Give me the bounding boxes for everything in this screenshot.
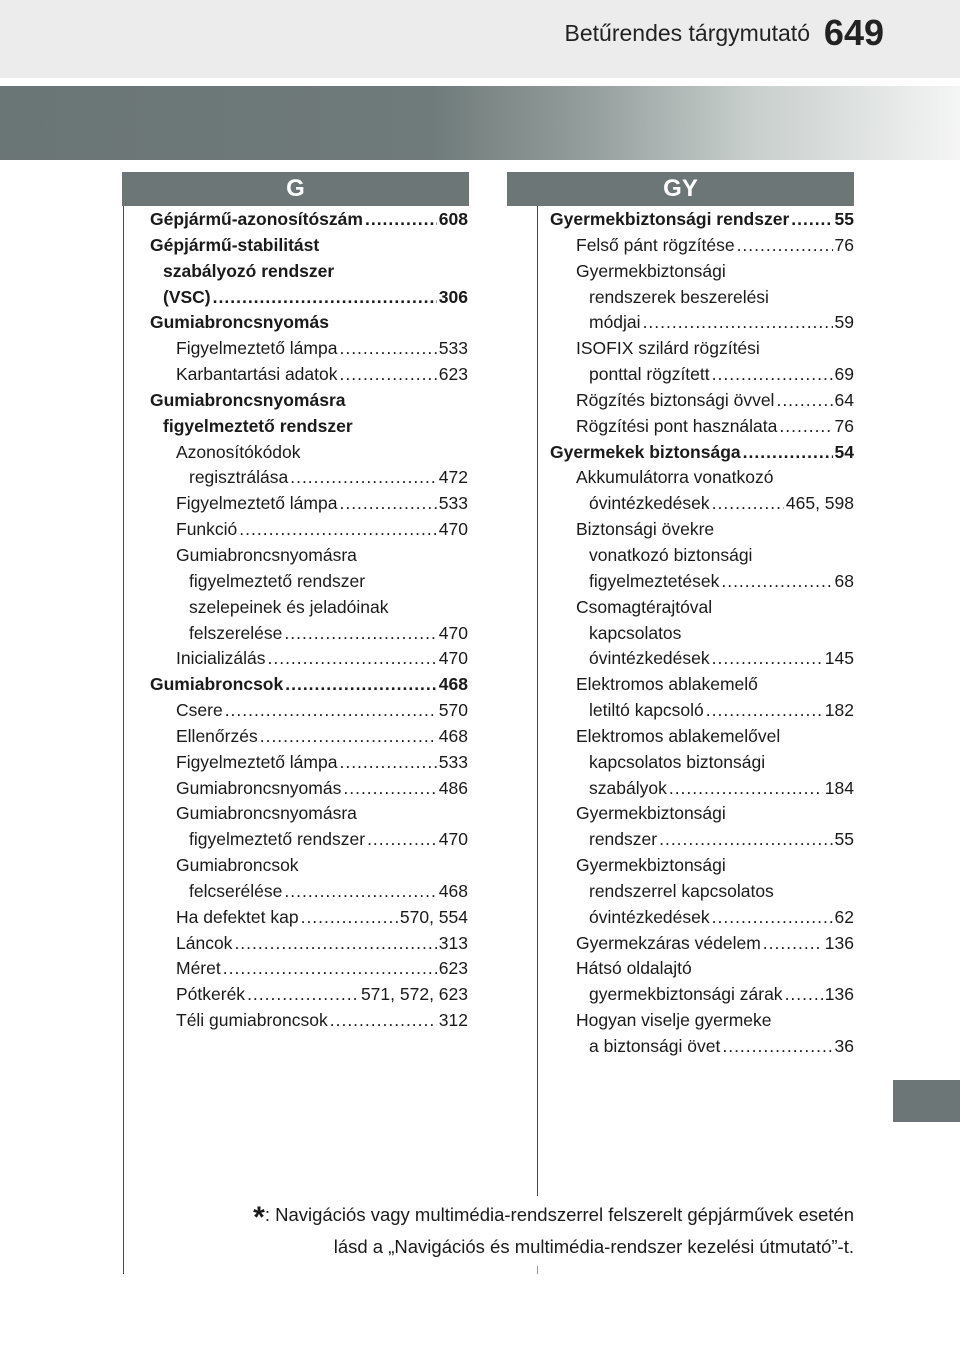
- page-header-bar: [0, 0, 960, 78]
- index-entry-label: Méret: [176, 958, 221, 979]
- index-entry-line: [576, 336, 854, 362]
- index-entry-pages: 472: [438, 467, 468, 488]
- index-entry-label: Gyermekek biztonsága: [550, 441, 741, 462]
- index-entry-pages: 55: [834, 829, 854, 850]
- index-entry-pages: 306: [438, 286, 468, 307]
- index-entry: [150, 853, 468, 905]
- index-entry: [150, 801, 468, 853]
- index-entry-line: [576, 853, 854, 879]
- index-entry-pages: 145: [824, 648, 854, 669]
- index-entry: [550, 1008, 854, 1060]
- index-entry-line: [576, 233, 854, 259]
- dot-leader: [339, 750, 436, 776]
- dot-leader: [712, 491, 784, 517]
- index-entry-pages: 36: [834, 1036, 854, 1056]
- dot-leader: [367, 827, 437, 853]
- index-entry-line: [176, 569, 468, 595]
- index-entry-label: Gumiabroncsnyomásra: [176, 803, 357, 824]
- dot-leader: [290, 465, 437, 491]
- index-entry-pages: 486: [438, 777, 468, 798]
- index-entry-label: Gyermekzáras védelem: [576, 932, 761, 953]
- index-entry-pages: 468: [438, 674, 468, 695]
- section-title: Betűrendes tárgymutató: [564, 20, 810, 46]
- index-entry-pages: 313: [438, 932, 468, 953]
- index-entry-line: [576, 776, 854, 802]
- index-entry-line: [176, 827, 468, 853]
- index-entry: [550, 259, 854, 337]
- index-entry: [550, 931, 854, 957]
- index-entry-label: figyelmeztető rendszer: [189, 570, 366, 591]
- index-entry: [550, 595, 854, 673]
- index-entry: [150, 646, 468, 672]
- index-entry-label: Hátsó oldalajtó: [576, 958, 692, 979]
- index-entry-line: [176, 336, 468, 362]
- index-entry-pages: 76: [834, 415, 854, 436]
- index-entry-label: Akkumulátorra vonatkozó: [576, 467, 774, 488]
- index-entry-line: [176, 517, 468, 543]
- page-number: 649: [823, 12, 884, 53]
- index-entry-label: felszerelése: [189, 622, 283, 643]
- dot-leader: [284, 621, 436, 647]
- footnote-star: *: [253, 1201, 265, 1234]
- index-entry: [150, 207, 468, 233]
- dot-leader: [301, 905, 398, 931]
- footnote: [154, 1200, 854, 1261]
- index-entry-pages: 470: [438, 622, 468, 643]
- dot-leader: [763, 931, 823, 957]
- index-entry-label: Funkció: [176, 519, 238, 540]
- index-entry-pages: 623: [438, 958, 468, 979]
- index-entry-line: [576, 388, 854, 414]
- index-entry-label: Figyelmeztető lámpa: [176, 493, 338, 514]
- index-column-g: [150, 207, 468, 1034]
- index-entry-pages: 533: [438, 751, 468, 772]
- index-entry-label: Gumiabroncsnyomásra: [176, 544, 357, 565]
- index-entry-label: rendszer: [589, 829, 658, 850]
- index-entry: [150, 905, 468, 931]
- dot-leader: [779, 414, 832, 440]
- index-entry-label: (VSC): [163, 286, 211, 307]
- index-entry-line: [176, 698, 468, 724]
- dot-leader: [721, 569, 832, 595]
- index-entry: [550, 414, 854, 440]
- column-header-gy: GY: [507, 172, 854, 206]
- index-entry-label: Gumiabroncsnyomás: [150, 312, 329, 333]
- index-entry-line: [576, 362, 854, 388]
- dot-leader: [669, 776, 823, 802]
- dot-leader: [737, 233, 833, 259]
- index-entry-pages: 184: [824, 777, 854, 798]
- index-entry-line: [576, 414, 854, 440]
- index-entry-pages: 55: [834, 209, 854, 229]
- index-entry-label: Csomagtérajtóval: [576, 596, 713, 617]
- index-entry: [550, 956, 854, 1008]
- index-entry-line: [576, 595, 854, 621]
- dot-leader: [330, 1008, 437, 1034]
- index-entry-pages: 570: [438, 700, 468, 721]
- index-entry-label: kapcsolatos: [589, 622, 682, 643]
- footnote-text-1: : Navigációs vagy multimédia-rendszerrel felszerelt gépjárművek esetén: [264, 1204, 854, 1225]
- index-entry-pages: 465, 598: [785, 493, 854, 514]
- index-entry-label: figyelmeztető rendszer: [163, 415, 353, 436]
- dot-leader: [260, 724, 437, 750]
- header-banner: [0, 86, 960, 160]
- index-entry-pages: 312: [438, 1010, 468, 1031]
- index-entry-label: figyelmeztető rendszer: [189, 829, 366, 850]
- index-entry-line: [576, 931, 854, 957]
- index-entry: [150, 672, 468, 698]
- left-margin-rule: [123, 206, 124, 1274]
- index-entry-line: [576, 827, 854, 853]
- index-entry-line: [176, 621, 468, 647]
- dot-leader: [284, 879, 436, 905]
- index-entry-line: [150, 388, 468, 414]
- index-entry-pages: 182: [824, 700, 854, 721]
- index-entry-line: [176, 465, 468, 491]
- index-entry-label: Elektromos ablakemelővel: [576, 725, 781, 746]
- index-entry: [150, 750, 468, 776]
- index-entry-line: [576, 517, 854, 543]
- index-entry-label: rendszerrel kapcsolatos: [589, 880, 774, 901]
- index-entry-pages: 570, 554: [399, 906, 468, 927]
- index-entry: [550, 801, 854, 853]
- index-entry: [550, 853, 854, 931]
- index-entry-line: [176, 750, 468, 776]
- index-entry-line: [576, 672, 854, 698]
- index-entry-line: [576, 1034, 854, 1060]
- index-entry-label: Hogyan viselje gyermeke: [576, 1010, 772, 1031]
- index-entry-pages: 468: [438, 880, 468, 901]
- index-entry-line: [576, 982, 854, 1008]
- index-entry-line: [150, 285, 468, 311]
- index-entry-line: [576, 259, 854, 285]
- dot-leader: [659, 827, 832, 853]
- index-entry-label: ponttal rögzített: [589, 364, 710, 385]
- index-entry-line: [576, 646, 854, 672]
- index-entry-line: [176, 724, 468, 750]
- dot-leader: [247, 982, 359, 1008]
- index-entry-label: szabályok: [589, 777, 667, 798]
- index-entry-pages: 470: [438, 829, 468, 850]
- dot-leader: [776, 388, 832, 414]
- index-entry-label: Ellenőrzés: [176, 725, 258, 746]
- dot-leader: [213, 285, 437, 311]
- index-entry-pages: 59: [834, 312, 854, 333]
- index-entry-label: Karbantartási adatok: [176, 364, 338, 385]
- index-entry-label: figyelmeztetések: [589, 570, 720, 591]
- index-entry-label: Figyelmeztető lámpa: [176, 338, 338, 359]
- index-entry-line: [550, 440, 854, 466]
- index-entry-pages: 623: [438, 364, 468, 385]
- index-entry: [150, 776, 468, 802]
- index-entry-line: [176, 440, 468, 466]
- index-entry-label: óvintézkedések: [589, 648, 710, 669]
- index-entry-line: [176, 956, 468, 982]
- dot-leader: [340, 362, 437, 388]
- index-entry-line: [176, 879, 468, 905]
- dot-leader: [285, 672, 437, 698]
- index-entry-line: [176, 982, 468, 1008]
- dot-leader: [706, 698, 823, 724]
- dot-leader: [343, 776, 436, 802]
- index-entry: [550, 465, 854, 517]
- index-entry-label: Gumiabroncsnyomásra: [150, 389, 346, 410]
- index-entry-line: [550, 207, 854, 233]
- dot-leader: [712, 362, 833, 388]
- index-entry-pages: 136: [824, 932, 854, 953]
- dot-leader: [743, 440, 833, 466]
- index-entry: [150, 233, 468, 311]
- index-entry-pages: 533: [438, 493, 468, 514]
- index-entry-line: [176, 543, 468, 569]
- index-entry-label: Ha defektet kap: [176, 906, 299, 927]
- index-entry-line: [150, 233, 468, 259]
- index-entry-line: [576, 801, 854, 827]
- index-column-gy: [550, 207, 854, 1060]
- index-entry-pages: 136: [824, 984, 854, 1005]
- index-entry-line: [576, 285, 854, 311]
- dot-leader: [785, 982, 823, 1008]
- index-entry-label: szelepeinek és jeladóinak: [189, 596, 389, 617]
- dot-leader: [712, 646, 823, 672]
- dot-leader: [223, 956, 437, 982]
- index-entry-label: regisztrálása: [189, 467, 289, 488]
- index-entry-label: Elektromos ablakemelő: [576, 674, 758, 695]
- index-entry-pages: 62: [834, 906, 854, 927]
- index-entry: [150, 388, 468, 440]
- index-entry-line: [576, 879, 854, 905]
- index-entry-label: a biztonsági övet: [589, 1036, 721, 1056]
- index-entry: [150, 1008, 468, 1034]
- dot-leader: [339, 336, 436, 362]
- index-entry-line: [150, 207, 468, 233]
- index-entry-label: Gumiabroncsok: [150, 674, 284, 695]
- index-entry-label: Gyermekbiztonsági rendszer: [550, 209, 790, 229]
- index-entry-label: Gépjármű-azonosítószám: [150, 209, 363, 229]
- chapter-side-tab: [893, 1080, 960, 1122]
- index-entry: [550, 388, 854, 414]
- index-entry: [550, 336, 854, 388]
- index-entry-line: [576, 724, 854, 750]
- index-entry-label: Téli gumiabroncsok: [176, 1010, 328, 1031]
- index-entry-line: [576, 310, 854, 336]
- index-entry-label: kapcsolatos biztonsági: [589, 751, 766, 772]
- index-entry-pages: 608: [438, 209, 468, 229]
- index-entry-line: [576, 621, 854, 647]
- index-entry-line: [176, 853, 468, 879]
- index-entry-label: Pótkerék: [176, 984, 246, 1005]
- dot-leader: [339, 491, 436, 517]
- index-entry-pages: 468: [438, 725, 468, 746]
- index-entry-label: Gyermekbiztonsági: [576, 855, 726, 876]
- index-entry-label: szabályozó rendszer: [163, 260, 335, 281]
- index-entry-pages: 533: [438, 338, 468, 359]
- index-entry-label: Biztonsági övekre: [576, 519, 715, 540]
- dot-leader: [643, 310, 833, 336]
- dot-leader: [722, 1034, 832, 1060]
- index-entry: [550, 672, 854, 724]
- index-entry-label: Gyermekbiztonsági: [576, 803, 726, 824]
- index-entry-line: [576, 491, 854, 517]
- index-entry-line: [176, 362, 468, 388]
- index-entry-label: óvintézkedések: [589, 906, 710, 927]
- index-entry-label: Gumiabroncsok: [176, 855, 299, 876]
- dot-leader: [225, 698, 437, 724]
- index-entry-line: [576, 1008, 854, 1034]
- index-entry-line: [576, 956, 854, 982]
- index-entry-line: [176, 1008, 468, 1034]
- index-entry: [550, 207, 854, 233]
- dot-leader: [365, 207, 437, 233]
- index-entry-pages: 69: [834, 364, 854, 385]
- index-entry-label: óvintézkedések: [589, 493, 710, 514]
- index-entry: [150, 931, 468, 957]
- index-entry-pages: 64: [834, 389, 854, 410]
- index-entry-label: Gyermekbiztonsági: [576, 260, 726, 281]
- dot-leader: [267, 646, 436, 672]
- index-entry: [150, 956, 468, 982]
- index-entry-line: [176, 646, 468, 672]
- index-entry-label: felcserélése: [189, 880, 283, 901]
- index-entry-label: Rögzítés biztonsági övvel: [576, 389, 775, 410]
- index-entry-line: [576, 465, 854, 491]
- index-entry-label: Csere: [176, 700, 223, 721]
- column-header-g: G: [122, 172, 469, 206]
- index-entry-line: [576, 905, 854, 931]
- index-entry-line: [176, 931, 468, 957]
- index-entry-line: [150, 310, 468, 336]
- dot-leader: [239, 517, 437, 543]
- index-entry: [150, 440, 468, 492]
- index-entry-line: [176, 801, 468, 827]
- index-entry-line: [176, 491, 468, 517]
- index-entry-line: [576, 750, 854, 776]
- index-entry-pages: 571, 572, 623: [360, 984, 468, 1005]
- index-entry-line: [176, 905, 468, 931]
- index-entry-line: [150, 672, 468, 698]
- index-entry-line: [150, 259, 468, 285]
- index-entry-label: Gépjármű-stabilitást: [150, 234, 320, 255]
- dot-leader: [234, 931, 436, 957]
- index-entry-label: Inicializálás: [176, 648, 266, 669]
- index-entry-line: [576, 543, 854, 569]
- footnote-line-2: lásd a „Navigációs és multimédia-rendszer kezelési útmutató”-t.: [333, 1236, 854, 1257]
- index-entry: [150, 310, 468, 336]
- index-entry: [150, 491, 468, 517]
- index-entry-label: gyermekbiztonsági zárak: [589, 984, 783, 1005]
- index-entry: [550, 440, 854, 466]
- index-entry-pages: 470: [438, 648, 468, 669]
- index-entry-line: [176, 595, 468, 621]
- index-entry: [150, 698, 468, 724]
- column-divider: [537, 206, 538, 1196]
- index-entry-label: Felső pánt rögzítése: [576, 234, 735, 255]
- index-entry: [150, 724, 468, 750]
- index-entry-label: Rögzítési pont használata: [576, 415, 778, 436]
- index-entry: [150, 517, 468, 543]
- index-entry-label: Azonosítókódok: [176, 441, 301, 462]
- index-entry-label: letiltó kapcsoló: [589, 700, 704, 721]
- index-entry-label: vonatkozó biztonsági: [589, 544, 753, 565]
- dot-leader: [791, 207, 832, 233]
- index-entry-pages: 68: [834, 570, 854, 591]
- index-entry-label: Láncok: [176, 932, 233, 953]
- index-entry-label: ISOFIX szilárd rögzítési: [576, 338, 760, 359]
- index-entry: [550, 517, 854, 595]
- index-entry-label: rendszerek beszerelési: [589, 286, 769, 307]
- index-entry-label: Figyelmeztető lámpa: [176, 751, 338, 772]
- index-entry: [550, 233, 854, 259]
- index-entry: [150, 543, 468, 646]
- index-entry: [150, 336, 468, 362]
- index-entry-line: [176, 776, 468, 802]
- column-divider-tick: [537, 1266, 538, 1274]
- index-entry-line: [576, 698, 854, 724]
- index-entry-label: Gumiabroncsnyomás: [176, 777, 342, 798]
- index-entry: [150, 362, 468, 388]
- footnote-line-1: [154, 1200, 854, 1232]
- index-entry-line: [576, 569, 854, 595]
- dot-leader: [712, 905, 833, 931]
- index-entry-label: módjai: [589, 312, 641, 333]
- index-entry-pages: 76: [834, 234, 854, 255]
- index-entry: [550, 724, 854, 802]
- index-entry-line: [150, 414, 468, 440]
- index-entry: [150, 982, 468, 1008]
- index-entry-pages: 470: [438, 519, 468, 540]
- index-entry-pages: 54: [834, 441, 854, 462]
